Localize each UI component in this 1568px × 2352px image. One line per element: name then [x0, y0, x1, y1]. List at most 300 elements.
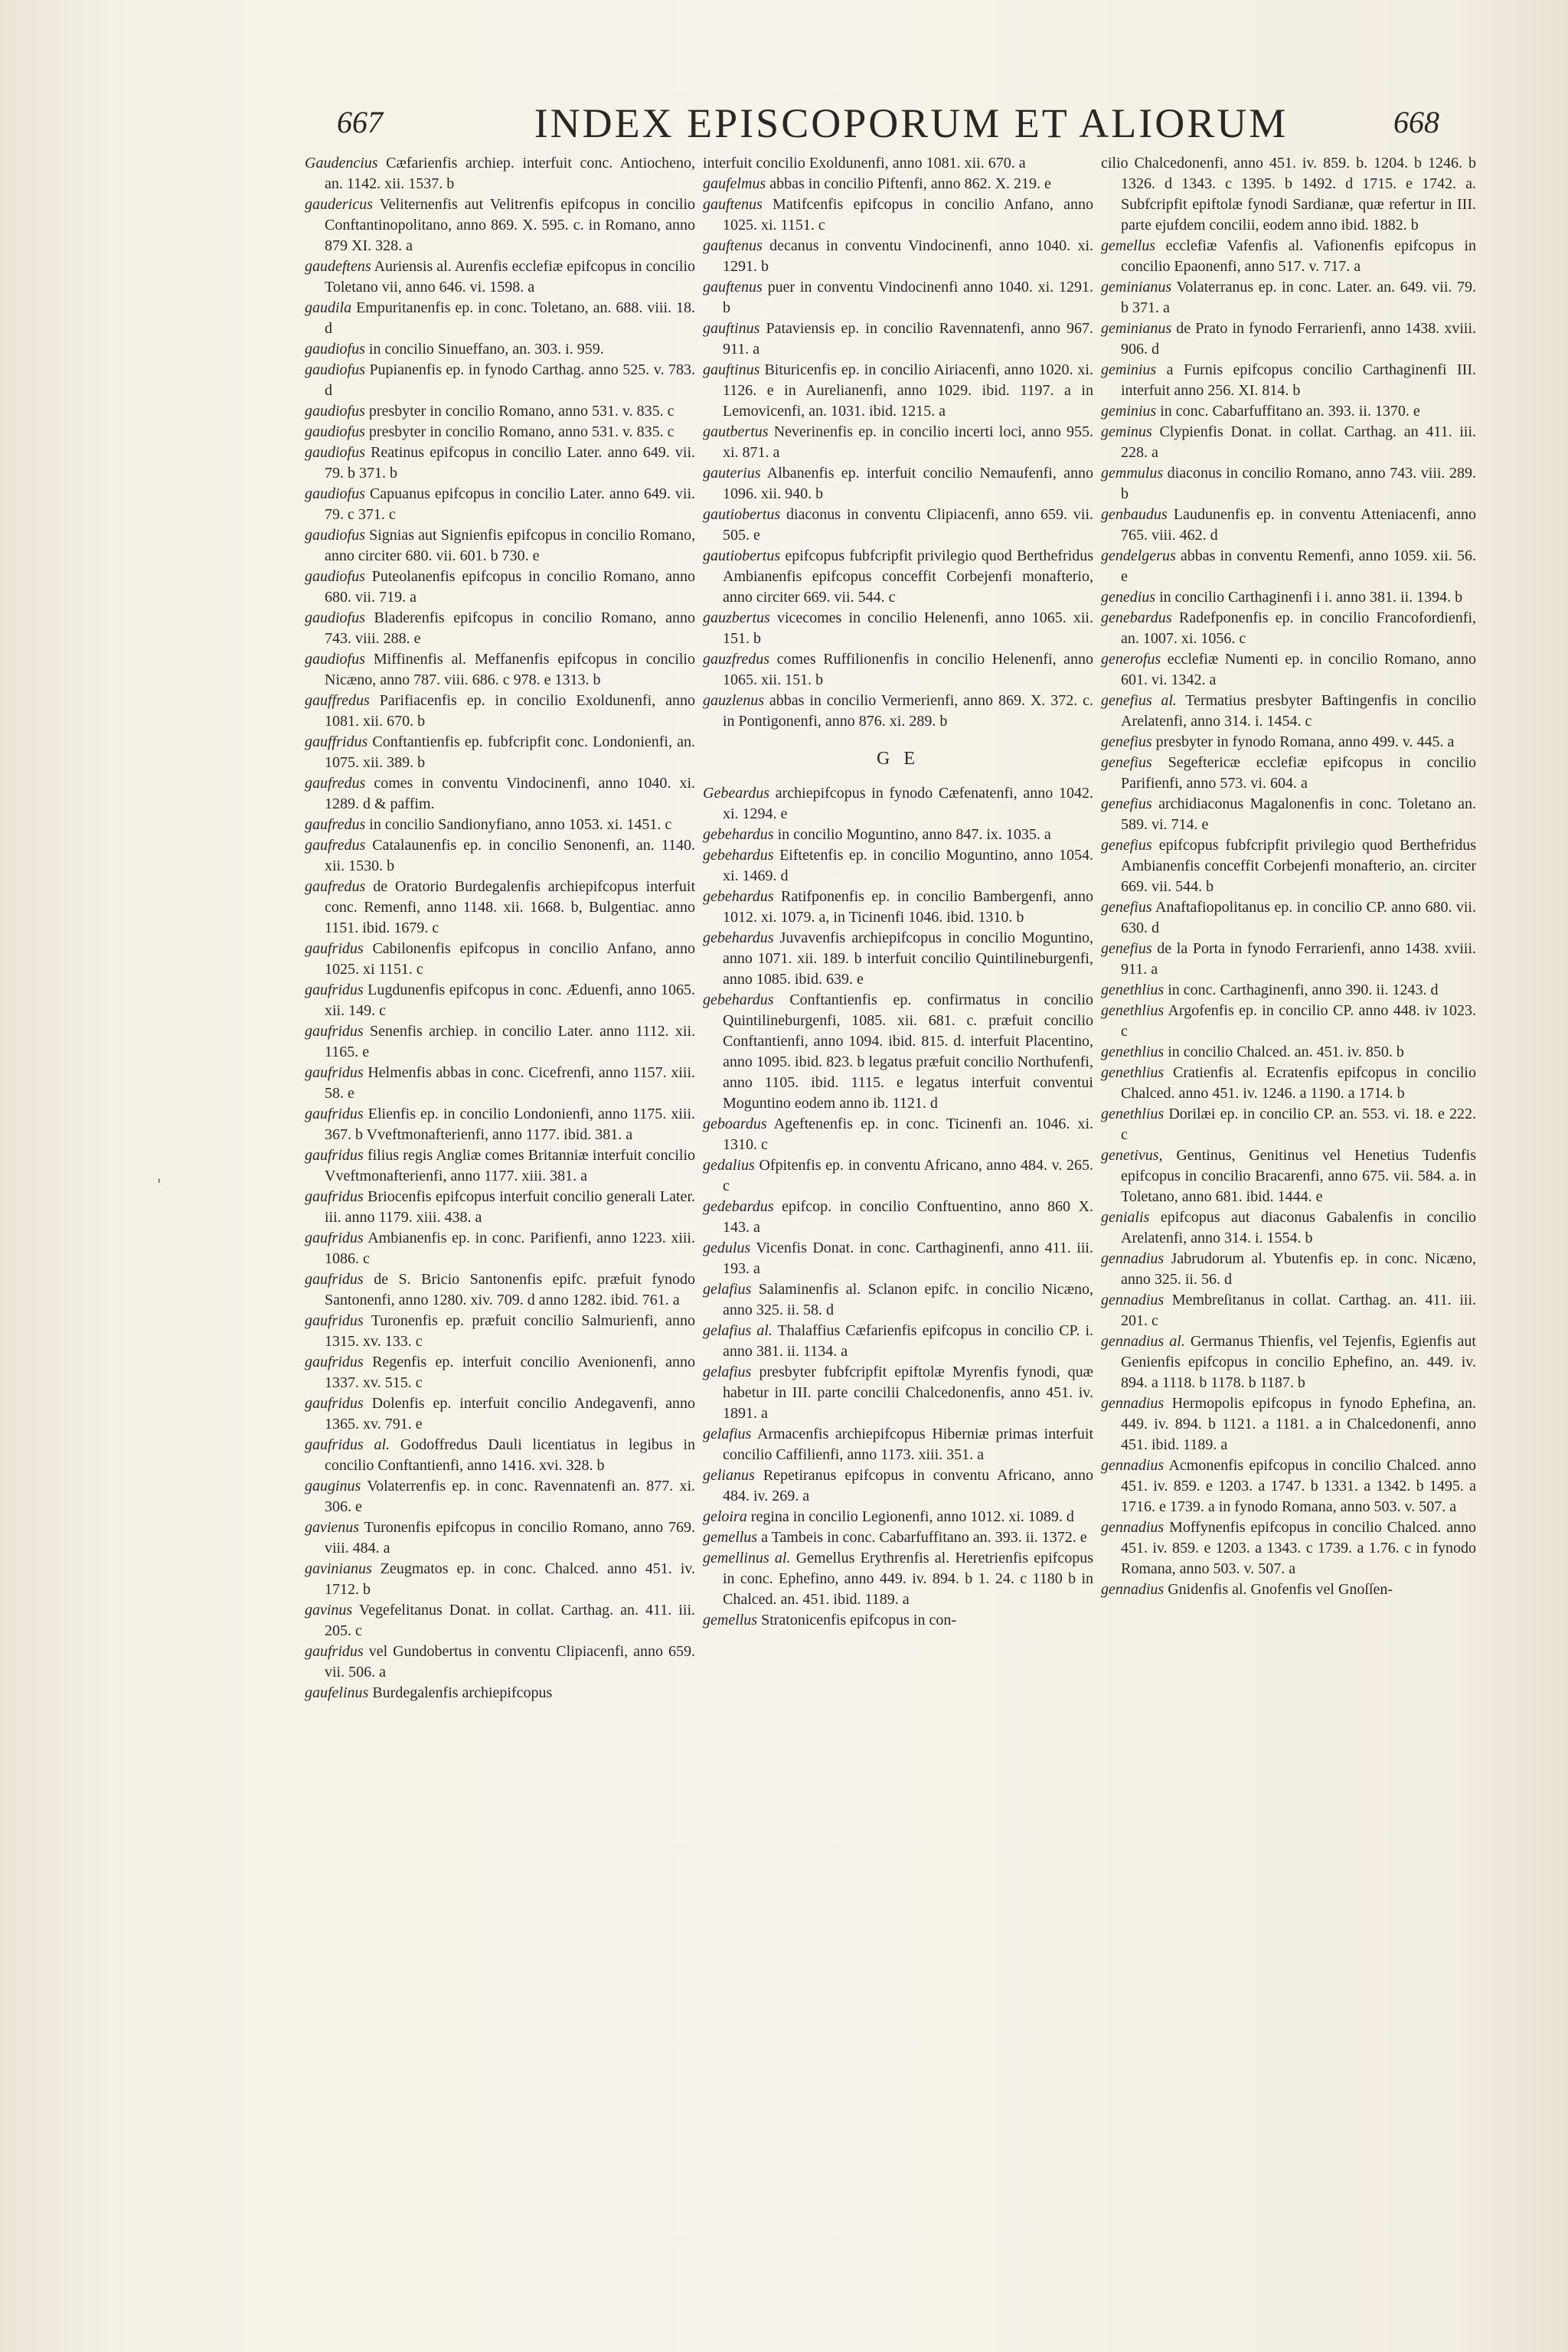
entry-text: ecclefiæ Numenti ep. in concilio Romano, anno 601. vi. 1342. a — [1121, 651, 1476, 688]
entry-text: abbas in concilio Vermerienfi, anno 869. X. 372. c. in Pontigonenfi, anno 876. xi. 289. b — [723, 692, 1093, 730]
entry-name: gaufridus — [305, 1147, 364, 1164]
entry-name: genefius al. — [1101, 692, 1177, 709]
entry-name: geminianus — [1101, 320, 1172, 337]
entry-text: Germanus Thienfis, vel Tejenfis, Egienfis aut Genienfis epifcopus in concilio Ephefino, an. 449. iv. 894. a 1118. b 1178. b 1187. b — [1121, 1333, 1476, 1391]
entry-name: gelafius — [703, 1281, 752, 1298]
index-entry — [305, 877, 695, 939]
index-entry — [305, 1600, 695, 1642]
entry-name: gaufridus — [305, 1106, 364, 1122]
index-entry — [703, 1507, 1093, 1527]
index-entry — [305, 567, 695, 608]
index-entry — [703, 1424, 1093, 1465]
entry-text: Repetiranus epifcopus in conventu Africano, anno 484. iv. 269. a — [723, 1467, 1093, 1504]
index-entry — [305, 732, 695, 773]
entry-name: gemellus — [703, 1529, 758, 1546]
entry-text: Ratifponenfis ep. in concilio Bambergenfi, anno 1012. xi. 1079. a, in Ticinenfi 1046. ibid. 1310. b — [723, 888, 1093, 926]
index-entry — [1101, 422, 1476, 463]
index-entry — [305, 1187, 695, 1228]
entry-name: gennadius — [1101, 1519, 1165, 1536]
entry-text: vel Gundobertus in conventu Clipiacenfi, anno 659. vii. 506. a — [325, 1643, 695, 1681]
entry-name: gaudila — [305, 299, 352, 316]
index-entry — [1101, 980, 1476, 1001]
entry-text: Argofenfis ep. in concilio CP. anno 448. iv 1023. c — [1121, 1002, 1476, 1040]
entry-name: gavinus — [305, 1602, 353, 1619]
entry-text: Zeugmatos ep. in conc. Chalced. anno 451. iv. 1712. b — [325, 1560, 695, 1598]
entry-text: abbas in conventu Remenfi, anno 1059. xii. 56. e — [1121, 547, 1476, 585]
entry-text: Capuanus epifcopus in concilio Later. anno 649. vii. 79. c 371. c — [325, 485, 695, 523]
entry-name: gaudiofus — [305, 527, 365, 544]
entry-name: gaufridus — [305, 940, 364, 957]
index-entry — [1101, 1249, 1476, 1290]
index-entry — [1101, 1331, 1476, 1393]
entry-text: Cabilonenfis epifcopus in concilio Anfano, anno 1025. xi 1151. c — [325, 940, 695, 978]
entry-text: Signias aut Signienfis epifcopus in concilio Romano, anno circiter 680. vii. 601. b 730. e — [325, 527, 695, 564]
entry-name: genethlius — [1101, 982, 1165, 998]
entry-text: Empuritanenfis ep. in conc. Toletano, an. 688. viii. 18. d — [325, 299, 695, 337]
index-entry — [305, 980, 695, 1021]
entry-name: generofus — [1101, 651, 1161, 668]
index-entry — [703, 546, 1093, 608]
entry-text: cilio Chalcedonenfi, anno 451. iv. 859. b. 1204. b 1246. b 1326. d 1343. c 1395. b 1492. d 1715. e 1742. a. Subfcripfit epiftolæ fynodi Sardianæ, quæ refertur in III. parte ejufdem concilii, eodem anno ibid. 1882. b — [1101, 155, 1476, 234]
page-title: INDEX EPISCOPORUM ET ALIORUM — [534, 100, 1289, 146]
entry-name: gauftenus — [703, 237, 763, 254]
index-entry — [305, 1517, 695, 1559]
entry-name: genethlius — [1101, 1106, 1165, 1122]
index-entry — [305, 360, 695, 401]
index-entry — [305, 1228, 695, 1269]
index-entry — [1101, 897, 1476, 939]
entry-name: gennadius — [1101, 1292, 1165, 1308]
entry-name: gauffredus — [305, 692, 370, 709]
entry-name: gennadius — [1101, 1581, 1165, 1598]
entry-name: gaudiofus — [305, 341, 365, 358]
entry-text: Ofpitenfis ep. in conventu Africano, anno 484. v. 265. c — [723, 1157, 1093, 1194]
index-entry — [703, 928, 1093, 990]
index-entry — [1101, 277, 1476, 318]
entry-text: a Furnis epifcopus concilio Carthaginenfi III. interfuit anno 256. XI. 814. b — [1121, 361, 1476, 399]
entry-name: gennadius — [1101, 1250, 1165, 1267]
entry-name: gaufridus al. — [305, 1436, 390, 1453]
entry-text: Reatinus epifcopus in concilio Later. anno 649. vii. 79. b 371. b — [325, 444, 695, 482]
entry-text: Turonenfis ep. præfuit concilio Salmurienfi, anno 1315. xv. 133. c — [325, 1312, 695, 1350]
entry-text: Senenfis archiep. in concilio Later. anno 1112. xii. 1165. e — [325, 1023, 695, 1060]
entry-text: Radefponenfis ep. in concilio Francofordienfi, an. 1007. xi. 1056. c — [1121, 609, 1476, 647]
entry-name: gaufredus — [305, 816, 366, 833]
index-entry — [1101, 360, 1476, 401]
entry-name: gaudiofus — [305, 444, 365, 461]
index-entry — [703, 1527, 1093, 1548]
entry-text: Albanenfis ep. interfuit concilio Nemaufenfi, anno 1096. xii. 940. b — [723, 465, 1093, 502]
right-page-number: 668 — [1393, 105, 1439, 139]
entry-text: Cæfarienfis archiep. interfuit conc. Antiocheno, an. 1142. xii. 1537. b — [325, 155, 695, 192]
index-entry — [305, 649, 695, 691]
index-entry — [305, 1145, 695, 1187]
index-entry — [1101, 153, 1476, 236]
entry-text: Dorilæi ep. in concilio CP. an. 553. vi. 18. e 222. c — [1121, 1106, 1476, 1143]
entry-name: gebehardus — [703, 847, 774, 864]
entry-text: Armacenfis archiepifcopus Hiberniæ primas interfuit concilio Caffilienfi, anno 1173. xiii. 351. a — [723, 1426, 1093, 1463]
index-entry — [1101, 732, 1476, 753]
entry-text: Vegefelitanus Donat. in collat. Carthag. an. 411. iii. 205. c — [325, 1602, 695, 1639]
entry-name: gaufelmus — [703, 175, 766, 192]
index-entry — [305, 422, 695, 443]
entry-text: Conftantienfis ep. confirmatus in concilio Quintilineburgenfi, 1085. xii. 681. c. præfuit concilio Conftantienfi, anno 1094. ibid. 815. d. interfuit Placentino, anno 1095. ibid. 823. b legatus præfuit concilio Northufenfi, anno 1105. ibid. 1115. e legatus interfuit conventui Moguntino eodem anno ib. 1121. d — [723, 991, 1093, 1112]
index-entry — [703, 1155, 1093, 1197]
entry-text: Hermopolis epifcopus in fynodo Ephefina, an. 449. iv. 894. b 1121. a 1181. a in Chalcedonenfi, anno 451. ibid. 1189. a — [1121, 1395, 1476, 1453]
index-entry — [1101, 401, 1476, 422]
index-entry — [305, 1435, 695, 1476]
index-entry — [703, 845, 1093, 887]
entry-name: gedalius — [703, 1157, 755, 1174]
entry-text: Pataviensis ep. in concilio Ravennatenfi, anno 967. 911. a — [723, 320, 1093, 358]
index-entry — [703, 608, 1093, 649]
index-entry — [703, 1548, 1093, 1610]
entry-text: a Tambeis in conc. Cabarfuffitano an. 393. ii. 1372. e — [761, 1529, 1087, 1546]
index-entry — [703, 783, 1093, 825]
entry-name: gebehardus — [703, 929, 774, 946]
entry-text: Neverinenfis ep. in concilio incerti loci, anno 955. xi. 871. a — [723, 423, 1093, 461]
entry-name: gauzbertus — [703, 609, 770, 626]
entry-name: gaudiofus — [305, 423, 365, 440]
entry-text: in concilio Moguntino, anno 847. ix. 1035. a — [777, 826, 1051, 843]
index-entry — [703, 1238, 1093, 1279]
index-entry — [703, 318, 1093, 360]
index-entry — [305, 1021, 695, 1063]
entry-text: Burdegalenfis archiepifcopus — [372, 1684, 553, 1701]
index-entry — [1101, 1145, 1476, 1207]
entry-text: puer in conventu Vindocinenfi anno 1040. xi. 1291. b — [723, 279, 1093, 316]
entry-name: gemmulus — [1101, 465, 1164, 482]
index-column-2 — [703, 153, 1093, 2182]
index-entry — [1101, 236, 1476, 277]
index-entry — [305, 1476, 695, 1517]
index-entry — [703, 825, 1093, 845]
entry-text: Veliternenfis aut Velitrenfis epifcopus in concilio Conftantinopolitano, anno 869. X. 595. c. in Romano, anno 879 XI. 328. a — [325, 196, 695, 254]
entry-name: gennadius al. — [1101, 1333, 1185, 1350]
index-entry — [703, 990, 1093, 1114]
index-entry — [1101, 753, 1476, 794]
entry-text: Regenfis ep. interfuit concilio Avenionenfi, anno 1337. xv. 515. c — [325, 1354, 695, 1391]
entry-text: Ambianenfis ep. in conc. Parifienfi, anno 1223. xiii. 1086. c — [325, 1230, 695, 1267]
entry-text: Gnidenfis al. Gnofenfis vel Gnoſſen- — [1168, 1581, 1393, 1598]
index-entry — [305, 773, 695, 815]
index-entry — [305, 1683, 695, 1704]
index-entry — [703, 1465, 1093, 1507]
entry-text: Parifiacenfis ep. in concilio Exoldunenfi, anno 1081. xii. 670. b — [325, 692, 695, 730]
index-entry — [1101, 1001, 1476, 1042]
entry-name: genefius — [1101, 795, 1152, 812]
index-entry — [305, 1559, 695, 1600]
index-entry — [305, 835, 695, 877]
entry-name: gemellus — [1101, 237, 1156, 254]
entry-text: in concilio Sandionyfiano, anno 1053. xi. 1451. c — [369, 816, 672, 833]
entry-name: gauginus — [305, 1478, 361, 1494]
index-entry — [703, 194, 1093, 236]
entry-name: genbaudus — [1101, 506, 1168, 523]
entry-text: comes Ruffilionenfis in concilio Helenenfi, anno 1065. xii. 151. b — [723, 651, 1093, 688]
index-entry — [305, 815, 695, 835]
entry-text: Puteolanenfis epifcopus in concilio Romano, anno 680. vii. 719. a — [325, 568, 695, 606]
entry-text: epifcopus fubfcripfit privilegio quod Berthefridus Ambianenfis epifcopus conceffit Corbejenfi monafterio, anno circiter 669. vii. 544. c — [723, 547, 1093, 606]
entry-name: genefius — [1101, 754, 1152, 771]
entry-text: Pupianenfis ep. in fynodo Carthag. anno 525. v. 783. d — [325, 361, 695, 399]
entry-name: gaufridus — [305, 1188, 364, 1205]
index-entry — [1101, 1455, 1476, 1517]
entry-text: Laudunenfis ep. in conventu Atteniacenfi, anno 765. viii. 462. d — [1121, 506, 1476, 544]
index-entry — [1101, 1207, 1476, 1249]
entry-name: gaudiofus — [305, 485, 365, 502]
entry-name: gennadius — [1101, 1457, 1165, 1474]
entry-text: Membreſitanus in collat. Carthag. an. 411. iii. 201. c — [1121, 1292, 1476, 1329]
entry-name: gavinianus — [305, 1560, 372, 1577]
index-entry — [305, 401, 695, 422]
index-entry — [305, 1642, 695, 1683]
entry-name: gaufridus — [305, 1064, 364, 1081]
entry-name: Gebeardus — [703, 785, 770, 802]
index-entry — [1101, 463, 1476, 505]
index-entry — [703, 887, 1093, 928]
entry-name: gendelgerus — [1101, 547, 1176, 564]
index-column-1 — [305, 153, 695, 2182]
entry-text: epifcopus aut diaconus Gabalenfis in concilio Arelatenfi, anno 314. i. 1554. b — [1121, 1209, 1476, 1246]
entry-text: diaconus in conventu Clipiacenfi, anno 659. vii. 505. e — [723, 506, 1093, 544]
entry-name: gebehardus — [703, 991, 774, 1008]
entry-name: gemellinus al. — [703, 1550, 791, 1566]
index-entry — [305, 484, 695, 525]
entry-text: Gentinus, Genitinus vel Henetius Tudenfis epifcopus in concilio Bracarenfi, anno 675. vii. 584. a. in Toletano, anno 681. ibid. 1444. e — [1121, 1147, 1476, 1205]
entry-text: de S. Bricio Santonenfis epifc. præfuit fynodo Santonenfi, anno 1280. xiv. 709. d anno 1282. ibid. 761. a — [325, 1271, 695, 1308]
margin-mark: ' — [157, 1175, 162, 1194]
entry-text: Thalaffius Cæfarienfis epifcopus in concilio CP. i. anno 381. ii. 1134. a — [723, 1322, 1093, 1360]
entry-name: genethlius — [1101, 1002, 1165, 1019]
entry-text: diaconus in concilio Romano, anno 743. viii. 289. b — [1121, 465, 1476, 502]
index-entry — [1101, 649, 1476, 691]
entry-text: Ageftenenfis ep. in conc. Ticinenfi an. 1046. xi. 1310. c — [723, 1116, 1093, 1153]
page-header — [337, 100, 1485, 153]
entry-name: genialis — [1101, 1209, 1150, 1226]
entry-name: gaufridus — [305, 1643, 364, 1660]
index-entry — [703, 153, 1093, 174]
entry-name: geloira — [703, 1508, 747, 1525]
entry-text: Acmonenfis epifcopus in concilio Chalced. anno 451. iv. 859. e 1203. a 1747. b 1331. a 1342. b 1495. a 1716. e 1739. a in fynodo Romana, anno 503. v. 507. a — [1121, 1457, 1476, 1515]
entry-text: Elienfis ep. in concilio Londonienfi, anno 1175. xiii. 367. b Vveftmonafterienfi, anno 1177. ibid. 381. a — [325, 1106, 695, 1143]
entry-name: gauffridus — [305, 733, 368, 750]
index-entry — [703, 277, 1093, 318]
entry-name: genetivus, — [1101, 1147, 1163, 1164]
entry-text: vicecomes in concilio Helenenfi, anno 1065. xii. 151. b — [723, 609, 1093, 647]
index-entry — [305, 1269, 695, 1311]
entry-text: decanus in conventu Vindocinenfi, anno 1040. xi. 1291. b — [723, 237, 1093, 275]
entry-text: epifcopus fubfcripfit privilegio quod Berthefridus Ambianenfis conceffit Corbejenfi monafterio, an. circiter 669. vii. 544. b — [1121, 837, 1476, 895]
index-column-3 — [1101, 153, 1476, 2182]
index-entry — [305, 339, 695, 360]
entry-text: regina in concilio Legionenfi, anno 1012. xi. 1089. d — [750, 1508, 1074, 1525]
entry-name: genefius — [1101, 899, 1152, 916]
entry-name: geminianus — [1101, 279, 1172, 296]
entry-text: Briocenfis epifcopus interfuit concilio generali Later. iii. anno 1179. xiii. 438. a — [325, 1188, 695, 1226]
index-entry — [1101, 939, 1476, 980]
entry-name: Gaudencius — [305, 155, 378, 172]
entry-name: gebehardus — [703, 826, 774, 843]
index-entry — [1101, 794, 1476, 835]
entry-text: Anaftafiopolitanus ep. in concilio CP. anno 680. vii. 630. d — [1121, 899, 1476, 936]
entry-name: gaufridus — [305, 982, 364, 998]
entry-name: gauftinus — [703, 361, 760, 378]
index-entry — [305, 153, 695, 194]
entry-text: Turonenfis epifcopus in concilio Romano, anno 769. viii. 484. a — [325, 1519, 695, 1557]
entry-name: genedius — [1101, 589, 1156, 606]
index-entry — [305, 1352, 695, 1393]
entry-name: genebardus — [1101, 609, 1172, 626]
entry-name: gemellus — [703, 1612, 758, 1628]
entry-text: Stratonicenfis epifcopus in con- — [761, 1612, 957, 1628]
entry-text: Jabrudorum al. Ybutenfis ep. in conc. Nicæno, anno 325. ii. 56. d — [1121, 1250, 1476, 1288]
entry-name: gaufridus — [305, 1023, 364, 1040]
entry-text: archidiaconus Magalonenfis in conc. Toletano an. 589. vi. 714. e — [1121, 795, 1476, 833]
entry-text: Dolenfis ep. interfuit concilio Andegavenfi, anno 1365. xv. 791. e — [325, 1395, 695, 1432]
entry-name: gaufredus — [305, 775, 366, 792]
index-entry — [305, 256, 695, 298]
entry-text: presbyter fubfcripfit epiftolæ Myrenfis fynodi, quæ habetur in III. parte concilii Chalcedonenfis, anno 451. iv. 1891. a — [723, 1364, 1093, 1422]
entry-text: in conc. Cabarfuffitano an. 393. ii. 1370. e — [1160, 403, 1420, 420]
index-entry — [703, 422, 1093, 463]
entry-name: genefius — [1101, 733, 1152, 750]
index-entry — [305, 939, 695, 980]
index-columns — [305, 153, 1476, 2182]
index-entry — [703, 505, 1093, 546]
index-entry — [1101, 1042, 1476, 1063]
entry-text: Miffinenfis al. Meffanenfis epifcopus in concilio Nicæno, anno 787. viii. 686. c 978. e 1313. b — [325, 651, 695, 688]
entry-name: gauzfredus — [703, 651, 770, 668]
entry-text: Salaminenfis al. Sclanon epifc. in concilio Nicæno, anno 325. ii. 58. d — [723, 1281, 1093, 1318]
entry-name: gaufridus — [305, 1395, 364, 1412]
index-entry — [1101, 505, 1476, 546]
entry-text: Conftantienfis ep. fubfcripfit conc. Londonienfi, an. 1075. xii. 389. b — [325, 733, 695, 771]
entry-text: presbyter in concilio Romano, anno 531. v. 835. c — [368, 423, 675, 440]
entry-text: Godoffredus Dauli licentiatus in legibus in concilio Conftantienfi, anno 1416. xvi. 328. b — [325, 1436, 695, 1474]
entry-text: in conc. Carthaginenfi, anno 390. ii. 1243. d — [1168, 982, 1439, 998]
index-entry — [1101, 1393, 1476, 1455]
entry-name: geboardus — [703, 1116, 767, 1132]
entry-name: gelafius — [703, 1364, 752, 1380]
entry-name: gennadius — [1101, 1395, 1165, 1412]
entry-name: genethlius — [1101, 1044, 1165, 1060]
entry-text: Cratienfis al. Ecratenfis epifcopus in concilio Chalced. anno 451. iv. 1246. a 1190. a 1714. b — [1121, 1064, 1476, 1102]
entry-name: gaudeftens — [305, 258, 371, 275]
entry-text: in concilio Sinueffano, an. 303. i. 959. — [368, 341, 604, 358]
entry-text: Gemellus Erythrenfis al. Heretrienfis epifcopus in conc. Ephefino, anno 449. iv. 894. b 1. 24. c 1180 b in Chalced. an. 451. ibid. 1189. a — [723, 1550, 1093, 1608]
entry-text: comes in conventu Vindocinenfi, anno 1040. xi. 1289. d & paffim. — [325, 775, 695, 812]
entry-text: Eiftetenfis ep. in concilio Moguntino, anno 1054. xi. 1469. d — [723, 847, 1093, 884]
entry-text: interfuit concilio Exoldunenfi, anno 1081. xii. 670. a — [703, 155, 1026, 172]
index-entry — [305, 608, 695, 649]
entry-name: gelafius — [703, 1426, 752, 1442]
entry-name: gavienus — [305, 1519, 360, 1536]
entry-text: de Prato in fynodo Ferrarienfi, anno 1438. xviii. 906. d — [1121, 320, 1476, 358]
entry-name: gaufredus — [305, 878, 366, 895]
index-entry — [305, 1311, 695, 1352]
entry-name: gedebardus — [703, 1198, 774, 1215]
entry-text: Matifcenfis epifcopus in concilio Anfano, anno 1025. xi. 1151. c — [723, 196, 1093, 234]
left-page-number: 667 — [337, 105, 383, 139]
index-entry — [1101, 546, 1476, 587]
index-entry — [703, 1197, 1093, 1238]
index-entry — [1101, 1063, 1476, 1104]
entry-text: Segeftericæ ecclefiæ epifcopus in concilio Parifienfi, anno 573. vi. 604. a — [1121, 754, 1476, 792]
entry-name: gauftenus — [703, 279, 763, 296]
entry-name: gaufridus — [305, 1271, 364, 1288]
entry-text: Catalaunenfis ep. in concilio Senonenfi, an. 1140. xii. 1530. b — [325, 837, 695, 874]
entry-name: gaufredus — [305, 837, 366, 854]
entry-name: geminius — [1101, 403, 1157, 420]
entry-text: Termatius presbyter Baftingenfis in concilio Arelatenfi, anno 314. i. 1454. c — [1121, 692, 1476, 730]
entry-name: gauftinus — [703, 320, 760, 337]
entry-name: geminus — [1101, 423, 1152, 440]
index-entry — [703, 236, 1093, 277]
index-entry — [703, 649, 1093, 691]
index-entry — [1101, 1104, 1476, 1145]
index-entry — [703, 463, 1093, 505]
entry-name: gebehardus — [703, 888, 774, 905]
entry-name: gauftenus — [703, 196, 763, 213]
section-heading: G E — [877, 749, 920, 769]
entry-text: Helmenfis abbas in conc. Cicefrenfi, anno 1157. xiii. 58. e — [325, 1064, 695, 1102]
entry-name: gaufelinus — [305, 1684, 369, 1701]
index-entry — [305, 1393, 695, 1435]
index-entry — [305, 691, 695, 732]
index-entry — [703, 174, 1093, 194]
index-entry — [305, 298, 695, 339]
entry-text: archiepifcopus in fynodo Cæfenatenfi, anno 1042. xi. 1294. e — [723, 785, 1093, 822]
entry-name: gautiobertus — [703, 547, 781, 564]
entry-name: genefius — [1101, 940, 1152, 957]
entry-text: Moffynenfis epifcopus in concilio Chalced. anno 451. iv. 859. e 1203. a 1343. c 1739. a 1.76. c in fynodo Romana, anno 503. v. 507. a — [1121, 1519, 1476, 1577]
index-entry — [305, 1063, 695, 1104]
entry-text: Clypienfis Donat. in collat. Carthag. an 411. iii. 228. a — [1121, 423, 1476, 461]
entry-text: Volaterranus ep. in conc. Later. an. 649. vii. 79. b 371. a — [1121, 279, 1476, 316]
entry-text: abbas in concilio Piftenfi, anno 862. X. 219. e — [769, 175, 1051, 192]
entry-name: gauterius — [703, 465, 761, 482]
entry-text: Auriensis al. Aurenfis ecclefiæ epifcopus in concilio Toletano vii, anno 646. vi. 1598. a — [325, 258, 695, 296]
index-entry — [703, 1321, 1093, 1362]
entry-name: gedulus — [703, 1240, 751, 1256]
index-entry — [703, 1362, 1093, 1424]
entry-name: gelafius al. — [703, 1322, 773, 1339]
index-entry — [703, 1610, 1093, 1631]
index-entry — [703, 1279, 1093, 1321]
entry-name: gautbertus — [703, 423, 769, 440]
index-entry — [305, 525, 695, 567]
entry-name: gaudericus — [305, 196, 373, 213]
entry-text: Vicenfis Donat. in conc. Carthaginenfi, anno 411. iii. 193. a — [723, 1240, 1093, 1277]
index-entry — [703, 691, 1093, 732]
entry-name: gaudiofus — [305, 651, 365, 668]
entry-name: gaufridus — [305, 1230, 364, 1246]
index-entry — [305, 443, 695, 484]
entry-text: in concilio Chalced. an. 451. iv. 850. b — [1168, 1044, 1404, 1060]
entry-name: genethlius — [1101, 1064, 1165, 1081]
entry-text: Bituricenfis ep. in concilio Airiacenfi, anno 1020. xi. 1126. e in Aurelianenfi, anno 1029. ibid. 1197. a in Lemovicenfi, an. 1031. ibid. 1215. a — [723, 361, 1093, 420]
entry-text: Volaterrenfis ep. in conc. Ravennatenfi an. 877. xi. 306. e — [325, 1478, 695, 1515]
index-entry — [703, 1114, 1093, 1155]
entry-text: epifcop. in concilio Conftuentino, anno 860 X. 143. a — [723, 1198, 1093, 1236]
index-entry — [1101, 835, 1476, 897]
entry-name: gauzlenus — [703, 692, 764, 709]
index-entry — [305, 194, 695, 256]
entry-name: gelianus — [703, 1467, 755, 1484]
entry-text: Bladerenfis epifcopus in concilio Romano, anno 743. viii. 288. e — [325, 609, 695, 647]
index-entry — [1101, 691, 1476, 732]
